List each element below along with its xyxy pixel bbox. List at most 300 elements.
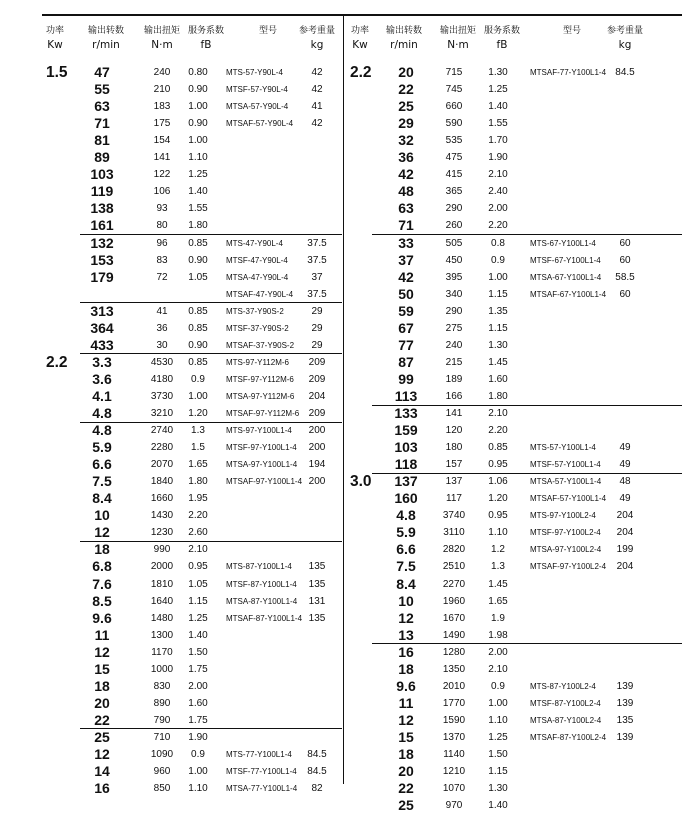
output-torque-cell: 30 [156, 339, 168, 351]
model-cell: MTS-97-Y100L2-4 [530, 511, 596, 521]
service-factor-cell: 0.85 [488, 442, 508, 454]
output-speed-cell: 50 [398, 285, 414, 302]
header-weight-label: 参考重量 [606, 26, 643, 36]
output-torque-cell: 395 [445, 271, 463, 283]
output-speed-cell: 15 [94, 660, 110, 677]
output-speed-cell: 77 [398, 336, 414, 353]
output-torque-cell: 1640 [150, 595, 174, 607]
header-speed [376, 24, 432, 52]
table-row [0, 115, 700, 132]
service-factor-cell: 1.45 [488, 356, 508, 368]
model-cell: MTSAF-47-Y90L-4 [226, 289, 294, 299]
model-cell: MTSF-57-Y100L1-4 [530, 460, 601, 470]
weight-cell: 42 [311, 67, 323, 78]
service-factor-cell: 0.85 [188, 322, 208, 334]
service-factor-cell: 1.10 [188, 152, 208, 164]
service-factor-cell: 1.05 [188, 578, 208, 590]
output-torque-cell: 93 [156, 203, 168, 215]
output-torque-cell: 1140 [443, 749, 465, 760]
output-torque-cell: 1660 [150, 493, 174, 505]
output-speed-cell: 6.6 [92, 456, 112, 473]
service-factor-cell: 0.90 [188, 118, 208, 130]
output-speed-cell: 37 [398, 251, 414, 268]
output-torque-cell: 990 [153, 544, 171, 556]
service-factor-cell: 1.15 [488, 288, 508, 300]
table-row [0, 644, 700, 661]
output-speed-cell: 8.4 [396, 575, 416, 592]
weight-cell: 131 [308, 595, 326, 607]
model-cell: MTSF-47-Y90L-4 [226, 255, 288, 265]
header-torque-label: 输出扭矩 [439, 26, 476, 36]
table-row [0, 593, 700, 610]
service-factor-cell: 1.25 [188, 612, 208, 624]
header-service [178, 24, 234, 52]
output-torque-cell: 710 [153, 731, 171, 743]
output-torque-cell: 2280 [150, 442, 174, 454]
model-cell: MTSAF-87-Y100L1-4 [226, 613, 303, 623]
output-torque-cell: 1810 [150, 578, 174, 590]
table-row [0, 473, 700, 490]
output-speed-cell: 3.3 [92, 353, 112, 370]
output-torque-cell: 450 [445, 254, 463, 266]
header-weight [600, 24, 650, 52]
output-speed-cell: 5.9 [92, 439, 112, 456]
service-factor-cell: 1.00 [188, 101, 208, 113]
service-factor-cell: 1.10 [188, 783, 208, 795]
power-group-label: 2.2 [350, 64, 372, 81]
output-speed-cell: 11 [398, 694, 414, 711]
service-factor-cell: 2.20 [188, 510, 208, 522]
weight-cell: 49 [619, 459, 631, 471]
table-row [0, 183, 700, 200]
header-torque-unit: N·m [447, 39, 469, 51]
table-row [0, 541, 700, 558]
output-speed-cell: 103 [394, 439, 418, 456]
output-speed-cell: 10 [94, 507, 110, 524]
model-cell: MTSAF-57-Y90L-4 [226, 119, 294, 129]
output-speed-cell: 13 [398, 626, 414, 643]
header-service [474, 24, 530, 52]
weight-cell: 29 [311, 339, 323, 351]
service-factor-cell: 2.10 [188, 544, 208, 556]
weight-cell: 204 [308, 390, 326, 402]
output-torque-cell: 1840 [150, 476, 174, 488]
output-torque-cell: 1070 [442, 783, 466, 795]
output-torque-cell: 80 [156, 220, 168, 232]
model-cell: MTS-37-Y90S-2 [226, 306, 284, 316]
output-torque-cell: 2070 [150, 459, 174, 471]
output-speed-cell: 3.6 [92, 370, 112, 387]
model-cell: MTSA-87-Y100L1-4 [226, 596, 298, 606]
output-torque-cell: 3730 [150, 390, 174, 402]
output-torque-cell: 83 [156, 254, 168, 266]
table-row [0, 678, 700, 695]
service-factor-cell: 1.40 [188, 629, 208, 641]
service-factor-cell: 1.80 [488, 390, 508, 402]
service-factor-cell: 0.8 [491, 237, 505, 249]
table-row [0, 149, 700, 166]
service-factor-cell: 1.40 [188, 186, 208, 198]
model-cell: MTS-97-Y100L1-4 [226, 426, 292, 436]
service-factor-cell: 1.60 [488, 373, 508, 385]
output-torque-cell: 745 [445, 84, 463, 96]
service-factor-cell: 1.20 [488, 493, 508, 505]
output-speed-cell: 22 [94, 711, 110, 728]
output-torque-cell: 141 [153, 152, 171, 164]
table-row [0, 81, 700, 98]
table-row [0, 627, 700, 644]
service-factor-cell: 1.50 [188, 646, 208, 658]
table-row [0, 439, 700, 456]
weight-cell: 37.5 [307, 254, 327, 266]
service-factor-cell: 2.00 [488, 203, 508, 215]
weight-cell: 58.5 [615, 271, 635, 283]
table-row [0, 456, 700, 473]
table-row [0, 780, 700, 797]
output-speed-cell: 89 [94, 149, 110, 166]
table-row [0, 746, 700, 763]
service-factor-cell: 1.00 [488, 271, 508, 283]
header-model [248, 24, 288, 38]
output-torque-cell: 2010 [442, 680, 466, 692]
output-speed-cell: 71 [398, 217, 414, 234]
model-cell: MTSA-47-Y90L-4 [226, 272, 289, 282]
table-row [0, 729, 700, 746]
output-torque-cell: 1230 [150, 527, 174, 539]
service-factor-cell: 1.00 [188, 766, 208, 778]
service-factor-cell: 2.60 [188, 527, 208, 539]
header-weight-unit: kg [618, 39, 632, 51]
output-speed-cell: 6.6 [396, 541, 416, 558]
model-cell: MTSF-97-Y100L2-4 [530, 528, 601, 538]
output-torque-cell: 260 [445, 220, 463, 232]
output-torque-cell: 96 [156, 237, 168, 249]
header-torque-unit: N·m [151, 39, 173, 51]
power-group-label: 2.2 [46, 353, 68, 371]
output-speed-cell: 118 [394, 456, 418, 473]
output-torque-cell: 4530 [150, 356, 174, 368]
output-torque-cell: 1370 [442, 731, 466, 743]
output-speed-cell: 103 [90, 166, 114, 183]
service-factor-cell: 0.85 [188, 237, 208, 249]
weight-cell: 84.5 [615, 67, 635, 78]
output-speed-cell: 14 [94, 763, 110, 780]
table-row [0, 235, 700, 252]
service-factor-cell: 0.95 [188, 561, 208, 573]
service-factor-cell: 1.15 [488, 766, 508, 778]
service-factor-cell: 1.40 [488, 101, 508, 113]
output-speed-cell: 20 [398, 763, 414, 780]
service-factor-cell: 1.90 [488, 152, 508, 164]
output-speed-cell: 47 [94, 64, 110, 80]
output-speed-cell: 15 [398, 728, 414, 745]
weight-cell: 135 [616, 714, 634, 726]
output-torque-cell: 365 [445, 186, 463, 198]
output-torque-cell: 535 [445, 135, 463, 147]
output-speed-cell: 16 [94, 780, 110, 797]
table-row [0, 797, 700, 814]
service-factor-cell: 1.35 [488, 305, 508, 317]
output-torque-cell: 183 [153, 101, 171, 113]
output-speed-cell: 33 [398, 234, 414, 251]
service-factor-cell: 1.3 [491, 561, 505, 573]
output-torque-cell: 1490 [442, 629, 466, 641]
output-speed-cell: 87 [398, 353, 414, 370]
table-row [0, 166, 700, 183]
output-speed-cell: 179 [90, 268, 114, 285]
output-speed-cell: 12 [94, 643, 110, 660]
weight-cell: 139 [616, 731, 634, 743]
service-factor-cell: 1.20 [188, 408, 208, 419]
service-factor-cell: 1.30 [488, 339, 508, 351]
table-row [0, 507, 700, 524]
output-torque-cell: 830 [153, 680, 171, 692]
model-cell: MTSAF-97-Y100L2-4 [530, 562, 607, 572]
service-factor-cell: 1.55 [488, 118, 508, 130]
weight-cell: 209 [308, 373, 326, 385]
service-factor-cell: 1.80 [188, 220, 208, 232]
header-model-label: 型号 [258, 26, 277, 36]
service-factor-cell: 1.80 [188, 476, 208, 488]
output-speed-cell: 55 [94, 81, 110, 98]
output-speed-cell: 8.4 [92, 490, 112, 507]
service-factor-cell: 1.00 [188, 390, 208, 402]
table-row [0, 695, 700, 712]
header-service-unit: fB [200, 39, 212, 51]
header-speed-unit: r/min [92, 39, 120, 51]
output-torque-cell: 1350 [442, 663, 466, 675]
output-speed-cell: 4.8 [92, 405, 112, 421]
table-row [0, 98, 700, 115]
service-factor-cell: 0.80 [188, 67, 208, 78]
output-speed-cell: 153 [90, 251, 114, 268]
model-cell: MTS-57-Y90L-4 [226, 68, 283, 77]
model-cell: MTSF-57-Y90L-4 [226, 85, 288, 95]
weight-cell: 84.5 [307, 749, 327, 760]
service-factor-cell: 1.30 [488, 67, 508, 78]
output-torque-cell: 890 [153, 697, 171, 709]
output-torque-cell: 3210 [150, 408, 174, 419]
model-cell: MTSAF-97-Y112M-6 [226, 409, 300, 418]
weight-cell: 135 [308, 612, 326, 624]
weight-cell: 139 [616, 697, 634, 709]
header-service-label: 服务系数 [483, 26, 520, 36]
model-cell: MTSAF-77-Y100L1-4 [530, 68, 607, 77]
service-factor-cell: 1.10 [488, 714, 508, 726]
output-torque-cell: 275 [445, 322, 463, 334]
model-cell: MTSAF-67-Y100L1-4 [530, 289, 607, 299]
header-service-label: 服务系数 [187, 26, 224, 36]
output-torque-cell: 3110 [443, 527, 465, 539]
output-speed-cell: 25 [398, 98, 414, 115]
header-weight-label: 参考重量 [298, 26, 335, 36]
service-factor-cell: 1.40 [488, 800, 508, 812]
model-cell: MTSF-77-Y100L1-4 [226, 767, 297, 777]
output-speed-cell: 12 [398, 711, 414, 728]
header-service-unit: fB [496, 39, 508, 51]
table-row [0, 269, 700, 286]
weight-cell: 200 [308, 476, 326, 488]
output-torque-cell: 180 [445, 442, 463, 454]
output-speed-cell: 433 [90, 336, 114, 353]
output-speed-cell: 4.1 [92, 387, 112, 404]
output-speed-cell: 18 [94, 541, 110, 558]
output-torque-cell: 175 [153, 118, 171, 130]
weight-cell: 42 [311, 84, 323, 96]
output-speed-cell: 25 [94, 728, 110, 745]
output-speed-cell: 71 [94, 115, 110, 132]
output-speed-cell: 9.6 [92, 609, 112, 626]
service-factor-cell: 1.9 [491, 612, 505, 624]
output-speed-cell: 138 [90, 200, 114, 217]
service-factor-cell: 1.05 [188, 271, 208, 283]
model-cell: MTSAF-37-Y90S-2 [226, 340, 295, 350]
weight-cell: 200 [308, 425, 326, 437]
header-power-unit: Kw [47, 39, 63, 51]
output-torque-cell: 141 [445, 408, 463, 419]
output-torque-cell: 2270 [442, 578, 466, 590]
service-factor-cell: 0.9 [191, 749, 205, 760]
model-cell: MTSF-37-Y90S-2 [226, 323, 289, 333]
output-speed-cell: 81 [94, 132, 110, 149]
output-torque-cell: 122 [153, 169, 171, 181]
service-factor-cell: 1.00 [488, 697, 508, 709]
output-torque-cell: 1170 [151, 646, 173, 658]
model-cell: MTSAF-97-Y100L1-4 [226, 477, 303, 487]
output-torque-cell: 1280 [442, 646, 466, 658]
service-factor-cell: 0.85 [188, 356, 208, 368]
weight-cell: 37.5 [307, 237, 327, 249]
service-factor-cell: 2.10 [488, 663, 508, 675]
service-factor-cell: 1.15 [188, 595, 208, 607]
output-torque-cell: 660 [445, 101, 463, 113]
output-torque-cell: 715 [445, 67, 463, 78]
model-cell: MTS-67-Y100L1-4 [530, 238, 596, 248]
output-torque-cell: 475 [445, 152, 463, 164]
output-torque-cell: 240 [153, 67, 171, 78]
output-speed-cell: 59 [398, 302, 414, 319]
output-speed-cell: 313 [90, 302, 114, 319]
table-row [0, 388, 700, 405]
weight-cell: 194 [308, 459, 326, 471]
output-torque-cell: 154 [153, 135, 171, 147]
output-speed-cell: 99 [398, 370, 414, 387]
header-speed-label: 输出转数 [87, 26, 124, 36]
output-speed-cell: 29 [398, 115, 414, 132]
output-torque-cell: 137 [445, 476, 463, 488]
output-speed-cell: 20 [94, 694, 110, 711]
output-torque-cell: 240 [445, 339, 463, 351]
weight-cell: 60 [619, 288, 631, 300]
weight-cell: 204 [616, 561, 634, 573]
table-row [0, 558, 700, 575]
output-speed-cell: 7.6 [92, 575, 112, 592]
service-factor-cell: 1.3 [191, 425, 205, 437]
table-row [0, 354, 700, 371]
model-cell: MTS-77-Y100L1-4 [226, 750, 292, 759]
table-row [0, 337, 700, 354]
weight-cell: 49 [619, 493, 631, 505]
weight-cell: 60 [619, 254, 631, 266]
service-factor-cell: 0.9 [191, 373, 205, 385]
output-torque-cell: 505 [445, 237, 463, 249]
output-torque-cell: 850 [153, 783, 171, 795]
output-speed-cell: 113 [394, 387, 418, 404]
output-speed-cell: 133 [394, 405, 418, 421]
model-cell: MTSA-67-Y100L1-4 [530, 272, 602, 282]
output-speed-cell: 18 [398, 746, 414, 762]
service-factor-cell: 1.55 [188, 203, 208, 215]
table-row [0, 422, 700, 439]
output-speed-cell: 12 [398, 609, 414, 626]
table-row [0, 132, 700, 149]
weight-cell: 60 [619, 237, 631, 249]
output-torque-cell: 215 [445, 356, 463, 368]
output-speed-cell: 159 [394, 422, 418, 439]
weight-cell: 200 [308, 442, 326, 454]
service-factor-cell: 2.10 [488, 169, 508, 181]
table-row [0, 286, 700, 303]
model-cell: MTSF-67-Y100L1-4 [530, 255, 601, 265]
table-row [0, 490, 700, 507]
model-cell: MTSA-57-Y90L-4 [226, 102, 289, 112]
output-torque-cell: 340 [445, 288, 463, 300]
output-torque-cell: 1960 [442, 595, 466, 607]
header-speed-unit: r/min [390, 39, 418, 51]
service-factor-cell: 2.00 [188, 680, 208, 692]
service-factor-cell: 1.60 [188, 697, 208, 709]
header-model [552, 24, 592, 38]
output-torque-cell: 1480 [150, 612, 174, 624]
output-speed-cell: 137 [394, 473, 418, 490]
header-power-unit: Kw [352, 39, 368, 51]
service-factor-cell: 2.20 [488, 425, 508, 437]
output-speed-cell: 10 [398, 592, 414, 609]
model-cell: MTSA-97-Y100L1-4 [226, 460, 298, 470]
service-factor-cell: 1.45 [488, 578, 508, 590]
output-speed-cell: 7.5 [92, 473, 112, 490]
service-factor-cell: 0.9 [491, 254, 505, 266]
output-torque-cell: 1430 [150, 510, 174, 522]
weight-cell: 82 [311, 783, 323, 795]
service-factor-cell: 0.95 [488, 459, 508, 471]
model-cell: MTSAF-57-Y100L1-4 [530, 494, 607, 504]
power-group-label: 1.5 [46, 64, 68, 81]
model-cell: MTSA-57-Y100L1-4 [530, 477, 602, 487]
table-row [0, 524, 700, 541]
output-speed-cell: 20 [398, 64, 414, 80]
model-cell: MTSF-87-Y100L1-4 [226, 579, 297, 589]
model-cell: MTS-87-Y100L2-4 [530, 681, 596, 691]
output-torque-cell: 189 [445, 373, 463, 385]
model-cell: MTSF-87-Y100L2-4 [530, 698, 601, 708]
output-torque-cell: 290 [445, 203, 463, 215]
output-torque-cell: 2000 [150, 561, 174, 573]
output-torque-cell: 36 [156, 322, 168, 334]
service-factor-cell: 0.9 [491, 680, 505, 692]
output-speed-cell: 6.8 [92, 558, 112, 575]
service-factor-cell: 1.25 [488, 731, 508, 743]
output-speed-cell: 22 [398, 780, 414, 797]
model-cell: MTSF-97-Y112M-6 [226, 374, 294, 384]
service-factor-cell: 2.00 [488, 646, 508, 658]
weight-cell: 199 [616, 544, 634, 556]
output-speed-cell: 161 [90, 217, 114, 234]
output-speed-cell: 160 [394, 490, 418, 507]
service-factor-cell: 1.75 [188, 714, 208, 726]
weight-cell: 135 [308, 561, 326, 573]
output-speed-cell: 16 [398, 643, 414, 660]
